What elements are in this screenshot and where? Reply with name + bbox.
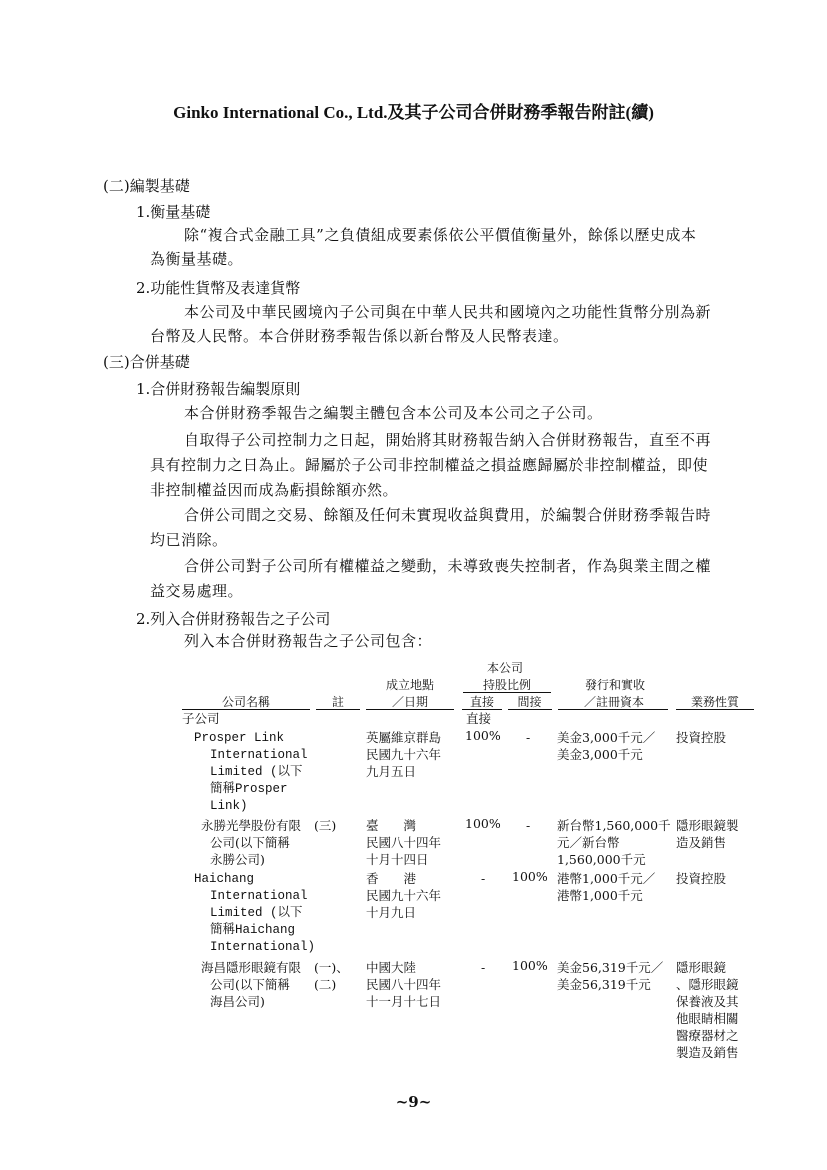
indirect-percent: 100% xyxy=(512,869,548,884)
paragraph-line: 非控制權益因而成為虧損餘額亦然。 xyxy=(150,481,399,499)
direct-percent: 100% xyxy=(465,816,501,831)
paragraph-line: 除“複合式金融工具”之負債組成要素係依公平價值衡量外，餘係以歷史成本 xyxy=(184,226,697,244)
place-line: 民國八十四年 xyxy=(366,977,442,992)
company-name-line: International xyxy=(210,748,308,762)
header-indirect: 間接 xyxy=(517,695,542,709)
place-line: 十一月十七日 xyxy=(366,994,442,1009)
paragraph-line: 合併公司間之交易、餘額及任何未實現收益與費用，於編製合併財務季報告時 xyxy=(184,506,712,524)
business-line: 醫療器材之 xyxy=(676,1028,739,1043)
page-title: Ginko International Co., Ltd.及其子公司合併財務季報告附註(續) xyxy=(173,103,654,122)
company-name-line: 簡稱Haichang xyxy=(210,923,296,937)
company-name-line: 公司(以下簡稱 xyxy=(210,835,290,850)
header-business: 業務性質 xyxy=(690,695,739,709)
header-capital-top: 發行和實收 xyxy=(584,678,645,692)
company-name-line: 永勝公司) xyxy=(210,852,265,867)
capital-line: 1,560,000千元 xyxy=(557,852,646,867)
company-name-line: 永勝光學股份有限 xyxy=(201,818,302,833)
capital-line: 港幣1,000千元／ xyxy=(557,871,656,886)
capital-line: 元／新台幣 xyxy=(557,835,620,850)
paragraph-line: 本公司及中華民國境內子公司與在中華人民共和國境內之功能性貨幣分別為新 xyxy=(184,303,712,321)
header-note: 註 xyxy=(331,695,344,709)
business-line: 他眼睛相關 xyxy=(676,1011,739,1026)
direct-label: 直接 xyxy=(466,711,492,726)
place-line: 九月五日 xyxy=(366,764,417,779)
place-line: 十月九日 xyxy=(366,905,417,920)
paragraph-line: 列入本合併財務報告之子公司包含： xyxy=(184,632,433,650)
header-place-top: 成立地點 xyxy=(385,678,434,692)
capital-line: 美金3,000千元 xyxy=(557,747,643,762)
subsection-heading: 2.功能性貨幣及表達貨幣 xyxy=(136,279,301,297)
paragraph-line: 本合併財務季報告之編製主體包含本公司及本公司之子公司。 xyxy=(184,404,603,422)
business-line: 投資控股 xyxy=(676,871,727,886)
place-line: 臺 灣 xyxy=(366,818,417,833)
header-direct: 直接 xyxy=(469,695,494,709)
subsection-heading: 1.衡量基礎 xyxy=(136,203,211,221)
subsection-heading: 2.列入合併財務報告之子公司 xyxy=(136,610,331,628)
company-name-line: 海昌公司) xyxy=(210,994,265,1009)
place-line: 民國九十六年 xyxy=(366,888,442,903)
business-line: 隱形眼鏡製 xyxy=(676,818,739,833)
paragraph-line: 自取得子公司控制力之日起，開始將其財務報告納入合併財務報告，直至不再 xyxy=(184,431,712,449)
company-name-line: Haichang xyxy=(194,872,255,886)
business-line: 投資控股 xyxy=(676,730,727,745)
section-heading: (二)編製基礎 xyxy=(103,177,190,195)
header-place-bottom: ／日期 xyxy=(391,695,428,709)
place-line: 民國八十四年 xyxy=(366,835,442,850)
direct-percent: - xyxy=(481,960,486,975)
place-line: 香 港 xyxy=(366,871,417,886)
place-line: 十月十四日 xyxy=(366,852,429,867)
place-line: 民國九十六年 xyxy=(366,747,442,762)
company-name-line: International) xyxy=(210,940,316,954)
paragraph-line: 益交易處理。 xyxy=(150,582,244,600)
capital-line: 美金3,000千元／ xyxy=(557,730,656,745)
direct-percent: - xyxy=(481,871,486,886)
capital-line: 美金56,319千元 xyxy=(557,977,651,992)
paragraph-line: 台幣及人民幣。本合併財務季報告係以新台幣及人民幣表達。 xyxy=(150,327,569,345)
company-name-line: Limited (以下 xyxy=(210,765,303,779)
note-ref: (一)、(二) xyxy=(314,960,349,992)
header-capital-bottom: ／註冊資本 xyxy=(583,695,644,709)
subsection-heading: 1.合併財務報告編製原則 xyxy=(136,380,301,398)
company-name-line: Prosper Link xyxy=(194,731,285,745)
header-holding-top: 本公司 xyxy=(486,661,523,675)
section-heading: (三)合併基礎 xyxy=(103,353,190,371)
page-number: ~9~ xyxy=(395,1093,432,1111)
company-name-line: International xyxy=(210,889,308,903)
paragraph-line: 合併公司對子公司所有權權益之變動，未導致喪失控制者，作為與業主間之權 xyxy=(184,557,712,575)
place-line: 中國大陸 xyxy=(366,960,417,975)
company-name-line: 簡稱Prosper xyxy=(210,782,288,796)
capital-line: 新台幣1,560,000千 xyxy=(557,818,671,833)
business-line: 製造及銷售 xyxy=(676,1045,739,1060)
group-label: 子公司 xyxy=(182,711,220,726)
company-name-line: Limited (以下 xyxy=(210,906,303,920)
indirect-percent: 100% xyxy=(512,958,548,973)
header-company: 公司名稱 xyxy=(221,695,270,709)
direct-percent: 100% xyxy=(465,728,501,743)
paragraph-line: 具有控制力之日為止。歸屬於子公司非控制權益之損益應歸屬於非控制權益，即使 xyxy=(150,456,709,474)
indirect-percent: - xyxy=(526,730,531,745)
company-name-line: 海昌隱形眼鏡有限 xyxy=(201,960,302,975)
company-name-line: 公司(以下簡稱 xyxy=(210,977,290,992)
header-holding-ratio: 持股比例 xyxy=(482,678,531,692)
business-line: 造及銷售 xyxy=(676,835,727,850)
business-line: 保養液及其 xyxy=(676,994,739,1009)
business-line: 隱形眼鏡 xyxy=(676,960,727,975)
paragraph-line: 為衡量基礎。 xyxy=(150,250,244,268)
note-ref: (三) xyxy=(314,818,337,833)
business-line: 、隱形眼鏡 xyxy=(676,977,739,992)
capital-line: 美金56,319千元／ xyxy=(557,960,664,975)
paragraph-line: 均已消除。 xyxy=(150,531,228,549)
capital-line: 港幣1,000千元 xyxy=(557,888,643,903)
place-line: 英屬維京群島 xyxy=(366,730,442,745)
company-name-line: Link) xyxy=(210,799,248,813)
indirect-percent: - xyxy=(526,818,531,833)
